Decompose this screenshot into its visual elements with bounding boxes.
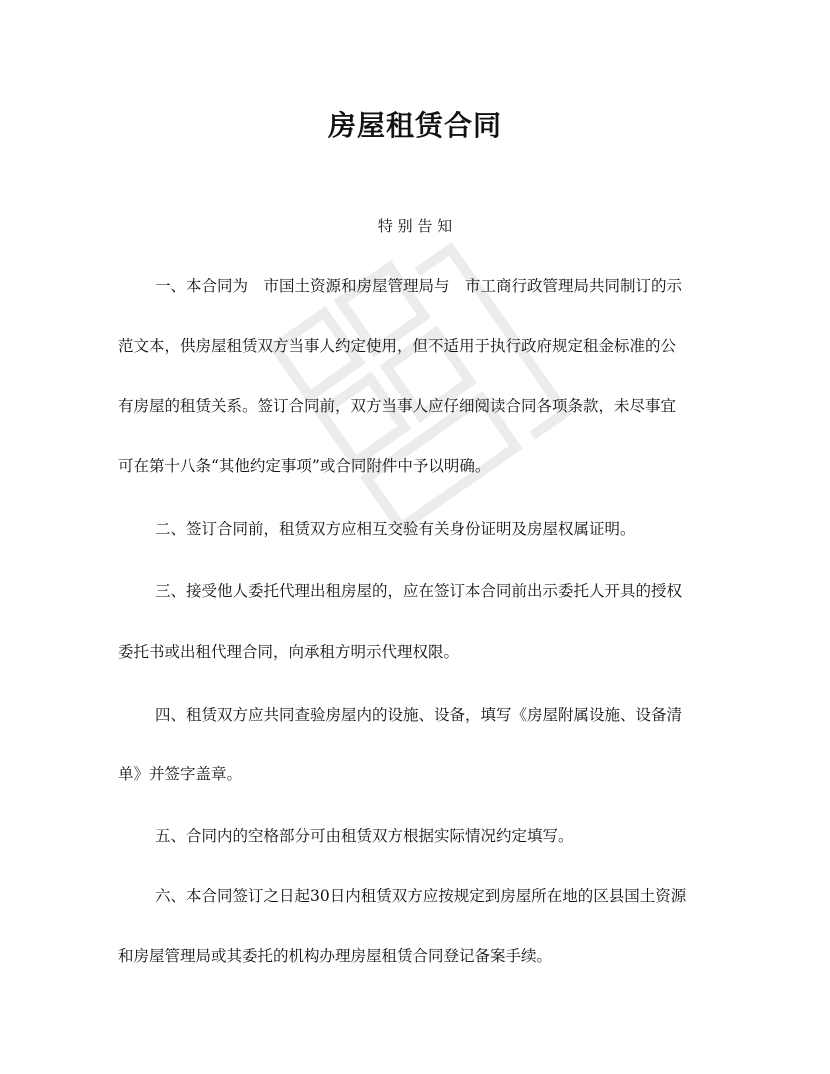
document-title: 房屋租赁合同 xyxy=(327,109,502,142)
clause-2-line-1: 二、签订合同前，租赁双方应相互交验有关身份证明及房屋权属证明。 xyxy=(155,520,636,538)
notice-heading: 特 别 告 知 xyxy=(377,217,453,235)
clause-1-line-4: 可在第十八条“其他约定事项”或合同附件中予以明确。 xyxy=(118,457,491,475)
clause-6-line-2: 和房屋管理局或其委托的机构办理房屋租赁合同登记备案手续。 xyxy=(118,947,553,965)
clause-4-line-2: 单》并签字盖章。 xyxy=(118,765,243,783)
clause-4-line-1: 四、租赁双方应共同查验房屋内的设施、设备，填写《房屋附属设施、设备清 xyxy=(155,706,683,724)
clause-5-line-1: 五、合同内的空格部分可由租赁双方根据实际情况约定填写。 xyxy=(155,827,574,845)
clause-1-line-3: 有房屋的租赁关系。签订合同前，双方当事人应仔细阅读合同各项条款，未尽事宜 xyxy=(118,397,677,415)
clause-3-line-2: 委托书或出租代理合同，向承租方明示代理权限。 xyxy=(118,643,460,661)
clause-1-line-1: 一、本合同为 市国土资源和房屋管理局与 市工商行政管理局共同制订的示 xyxy=(155,277,683,295)
clause-1-line-2: 范文本，供房屋租赁双方当事人约定使用，但不适用于执行政府规定租金标准的公 xyxy=(118,337,677,355)
watermark-logo-icon xyxy=(247,205,593,556)
clause-6-line-1: 六、本合同签订之日起30日内租赁双方应按规定到房屋所在地的区县国土资源 xyxy=(155,887,687,905)
clause-3-line-1: 三、接受他人委托代理出租房屋的，应在签订本合同前出示委托人开具的授权 xyxy=(155,582,683,600)
